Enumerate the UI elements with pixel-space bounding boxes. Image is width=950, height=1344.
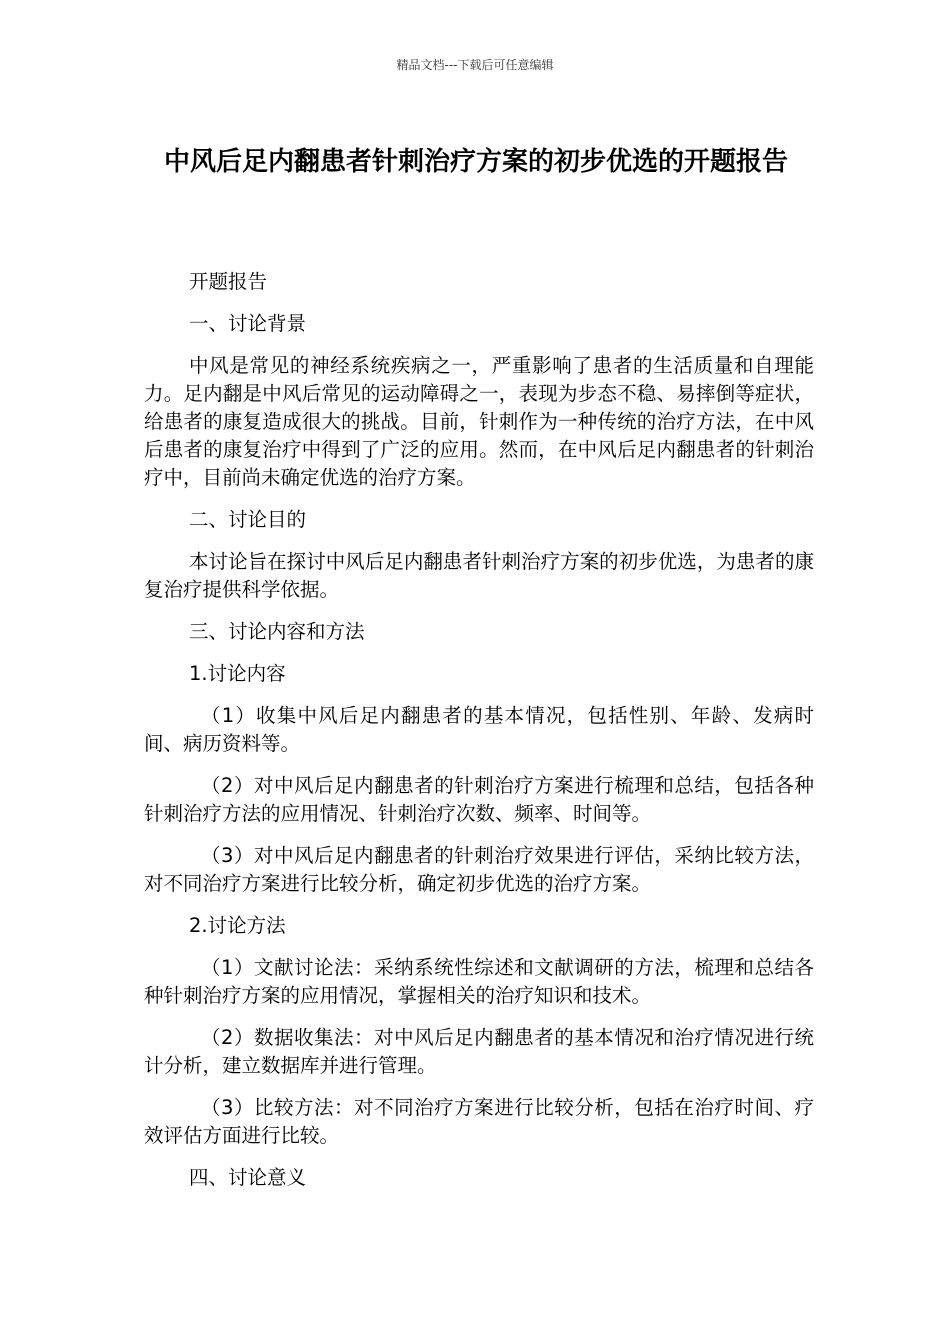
paragraph-purpose: 本讨论旨在探讨中风后足内翻患者针刺治疗方案的初步优选，为患者的康复治疗提供科学依据。 (144, 550, 814, 601)
list-item-content-3: （3）对中风后足内翻患者的针刺治疗效果进行评估，采纳比较方法，对不同治疗方案进行比较分析，确定初步优选的治疗方案。 (144, 844, 814, 895)
list-item-content-1: （1）收集中风后足内翻患者的基本情况，包括性别、年龄、发病时间、病历资料等。 (144, 704, 814, 755)
list-item-method-1: （1）文献讨论法：采纳系统性综述和文献调研的方法，梳理和总结各种针刺治疗方案的应用情况，掌握相关的治疗知识和技术。 (144, 956, 814, 1007)
subheading-methods: 2.讨论方法 (189, 914, 286, 937)
document-body (144, 268, 814, 1206)
document-title: 中风后足内翻患者针刺治疗方案的初步优选的开题报告 (163, 147, 788, 177)
subheading-content: 1.讨论内容 (189, 662, 286, 685)
paragraph-report-label: 开题报告 (189, 270, 268, 293)
section-heading-purpose: 二、讨论目的 (189, 508, 307, 531)
paragraph-background: 中风是常见的神经系统疾病之一，严重影响了患者的生活质量和自理能力。足内翻是中风后常见的运动障碍之一，表现为步态不稳、易摔倒等症状，给患者的康复造成很大的挑战。目前，针刺作为一种传统的治疗方法，在中风后患者的康复治疗中得到了广泛的应用。然而，在中风后足内翻患者的针刺治疗中，目前尚未确定优选的治疗方案。 (144, 354, 814, 489)
section-heading-background: 一、讨论背景 (189, 312, 307, 335)
list-item-content-2: （2）对中风后足内翻患者的针刺治疗方案进行梳理和总结，包括各种针刺治疗方法的应用情况、针刺治疗次数、频率、时间等。 (144, 774, 814, 825)
list-item-method-2: （2）数据收集法：对中风后足内翻患者的基本情况和治疗情况进行统计分析，建立数据库并进行管理。 (144, 1026, 814, 1077)
section-heading-significance: 四、讨论意义 (189, 1166, 307, 1189)
page-header: 精品文档---下载后可任意编辑 (396, 58, 554, 72)
section-heading-content-methods: 三、讨论内容和方法 (189, 620, 365, 643)
list-item-method-3: （3）比较方法：对不同治疗方案进行比较分析，包括在治疗时间、疗效评估方面进行比较。 (144, 1096, 814, 1147)
